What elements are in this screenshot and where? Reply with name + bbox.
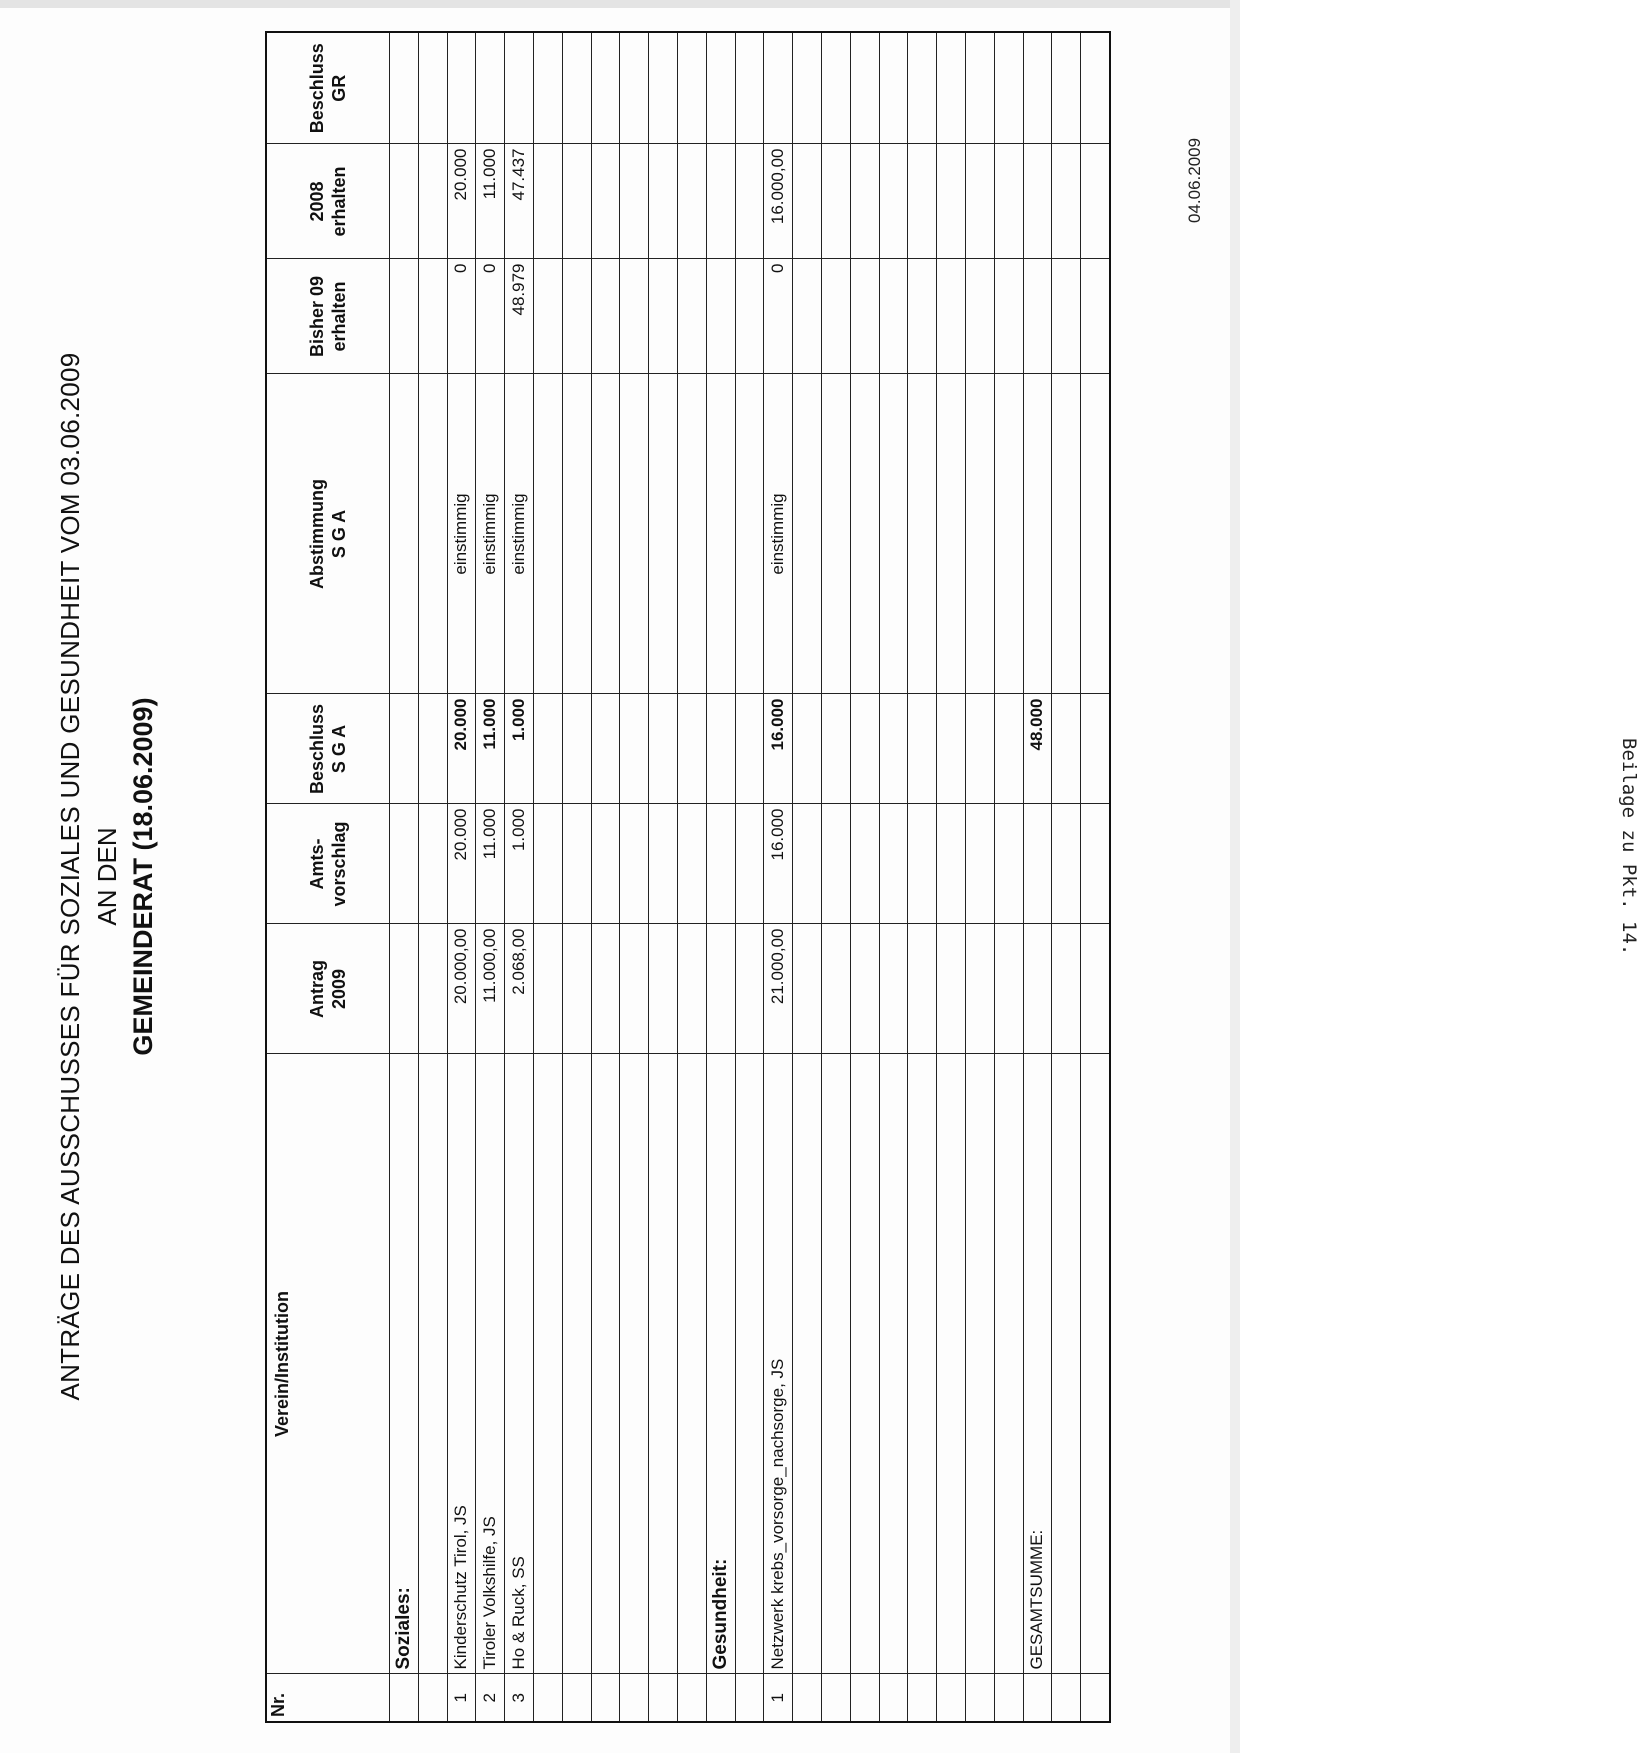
table-row [562,32,591,1722]
beilage-annotation: Beilage zu Pkt. 14. [1618,738,1640,956]
col-header-bisher: Bisher 09 erhalten [266,259,390,374]
row-2008: 47.437 [505,144,534,259]
table-row [505,32,534,1722]
table-row [1052,32,1081,1722]
table-row [965,32,994,1722]
table-row [677,32,706,1722]
row-amtsvorschlag: 11.000 [476,804,505,924]
row-name: Tiroler Volkshilfe, JS [476,1054,505,1674]
row-bisher: 0 [476,259,505,374]
subsidy-table [265,31,1111,1723]
col-header-verein: Verein/Institution [266,1054,390,1674]
col-header-abstimmung: Abstimmung S G A [266,374,390,694]
total-beschluss: 48.000 [1023,694,1052,804]
row-antrag: 11.000,00 [476,924,505,1054]
table-row [879,32,908,1722]
row-beschluss: 1.000 [505,694,534,804]
row-nr: 1 [447,1674,476,1722]
row-abstimmung: einstimmig [447,374,476,694]
table-row [994,32,1023,1722]
section-row-soziales [390,32,419,1722]
total-label: GESAMTSUMME: [1023,1054,1052,1674]
row-abstimmung: einstimmig [505,374,534,694]
section-label-gesundheit: Gesundheit: [706,1054,735,1674]
row-abstimmung: einstimmig [764,374,793,694]
col-header-beschluss-gr: Beschluss GR [266,32,390,144]
date-stamp: 04.06.2009 [1185,137,1204,223]
table-row [649,32,678,1722]
table-row [764,32,793,1722]
table-row [591,32,620,1722]
table-row [447,32,476,1722]
table-row [418,32,447,1722]
row-antrag: 21.000,00 [764,924,793,1054]
row-bisher: 48.979 [505,259,534,374]
table-row [908,32,937,1722]
total-row [1023,32,1052,1722]
table-row [793,32,822,1722]
row-beschluss: 20.000 [447,694,476,804]
table-header-row [266,32,390,1722]
table-row [821,32,850,1722]
col-header-nr: Nr. [266,1674,390,1722]
row-beschluss: 16.000 [764,694,793,804]
document-recipient: GEMEINDERAT (18.06.2009) [128,697,158,1056]
row-abstimmung: einstimmig [476,374,505,694]
row-amtsvorschlag: 1.000 [505,804,534,924]
row-bisher: 0 [764,259,793,374]
col-header-amtsvorschlag: Amts- vorschlag [266,804,390,924]
col-header-beschluss-sga: Beschluss S G A [266,694,390,804]
section-row-gesundheit [706,32,735,1722]
table-row [735,32,764,1722]
table-row [533,32,562,1722]
row-name: Ho & Ruck, SS [505,1054,534,1674]
col-header-antrag: Antrag 2009 [266,924,390,1054]
document-subtitle: AN DEN [92,827,122,926]
table-row [620,32,649,1722]
row-antrag: 2.068,00 [505,924,534,1054]
row-antrag: 20.000,00 [447,924,476,1054]
table-row [1081,32,1110,1722]
row-amtsvorschlag: 20.000 [447,804,476,924]
section-label-soziales: Soziales: [390,1054,419,1674]
table-row [850,32,879,1722]
row-amtsvorschlag: 16.000 [764,804,793,924]
table-row [937,32,966,1722]
row-nr: 2 [476,1674,505,1722]
row-nr: 1 [764,1674,793,1722]
row-beschluss: 11.000 [476,694,505,804]
document-title: ANTRÄGE DES AUSSCHUSSES FÜR SOZIALES UND GESUNDHEIT VOM 03.06.2009 [55,352,85,1401]
col-header-2008: 2008 erhalten [266,144,390,259]
row-name: Netzwerk krebs_vorsorge_nachsorge, JS [764,1054,793,1674]
row-bisher: 0 [447,259,476,374]
row-nr: 3 [505,1674,534,1722]
table-row [476,32,505,1722]
row-2008: 11.000 [476,144,505,259]
row-2008: 16.000,00 [764,144,793,259]
row-name: Kinderschutz Tirol, JS [447,1054,476,1674]
row-2008: 20.000 [447,144,476,259]
